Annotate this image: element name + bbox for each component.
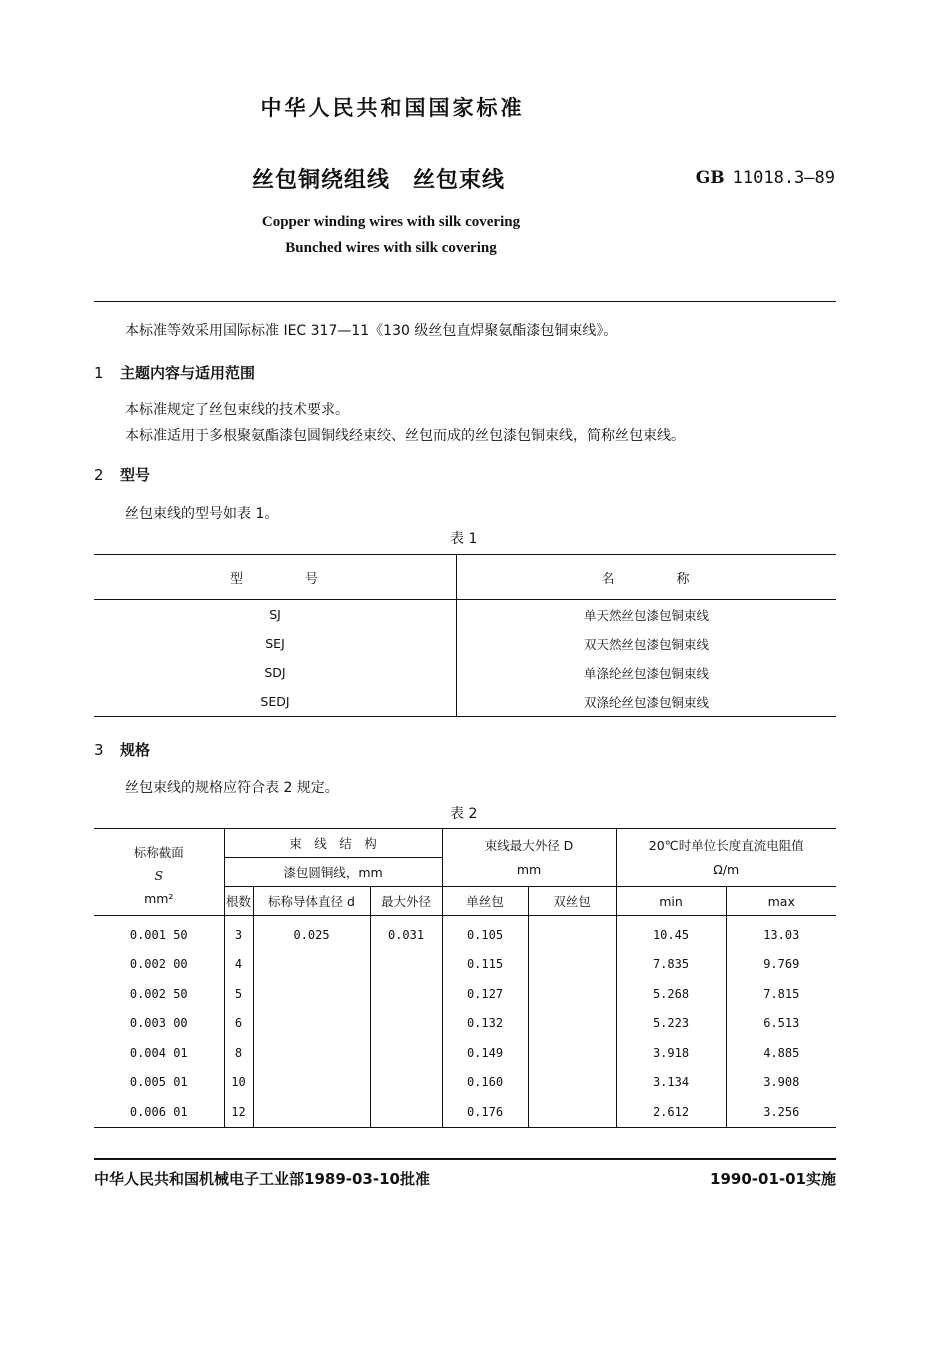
nominal-d-cell [253, 1097, 370, 1127]
standard-prefix: GB [695, 168, 725, 188]
max-od-cell [370, 1038, 442, 1068]
max-od-cell [370, 979, 442, 1009]
name-cell: 双涤纶丝包漆包铜束线 [583, 694, 709, 710]
section-2-title: 型号 [120, 466, 151, 484]
count-cell: 4 [224, 950, 253, 980]
section-3-title: 规格 [120, 741, 151, 759]
section-1-para-1: 本标准规定了丝包束线的技术要求。 [125, 402, 349, 418]
effective-date: 1990-01-01实施 [710, 1170, 836, 1188]
area-header-symbol: S [154, 868, 164, 883]
org-title: 中华人民共和国国家标准 [260, 96, 525, 120]
english-title-1: Copper winding wires with silk covering [261, 214, 521, 230]
table-row [94, 600, 836, 630]
nominal-diameter-header: 标称导体直径 d [253, 887, 370, 916]
standard-number [696, 168, 835, 188]
max-cell: 6.513 [763, 1016, 800, 1031]
max-cell: 13.03 [763, 927, 800, 942]
max-od-cell [370, 1068, 442, 1098]
nominal-d-cell [253, 1068, 370, 1098]
table-row [94, 1097, 836, 1127]
standard-code: 11018.3—89 [732, 168, 835, 188]
model-cell: SDJ [94, 658, 457, 687]
model-cell: SEJ [94, 629, 457, 658]
name-cell: 单涤纶丝包漆包铜束线 [583, 665, 709, 681]
nominal-d-cell [253, 950, 370, 980]
table-row [94, 979, 836, 1009]
single-cell: 0.105 [442, 916, 528, 950]
min-header: min [616, 887, 726, 916]
header-divider [94, 301, 836, 302]
section-3-heading [94, 739, 150, 760]
single-cell: 0.132 [442, 1009, 528, 1039]
structure-header: 束 线 结 构 [224, 829, 442, 858]
name-cell: 双天然丝包漆包铜束线 [583, 636, 709, 652]
single-cell: 0.115 [442, 950, 528, 980]
bundle-od-header [442, 829, 616, 887]
double-cell [528, 979, 616, 1009]
table-row [94, 629, 836, 658]
max-od-header: 最大外径 [370, 887, 442, 916]
max-od-cell: 0.031 [370, 916, 442, 950]
english-title-2: Bunched wires with silk covering [285, 240, 497, 256]
table-2 [94, 828, 836, 1128]
section-1-heading [94, 362, 255, 383]
max-od-cell [370, 1009, 442, 1039]
structure-subheader: 漆包圆铜线，mm [224, 858, 442, 887]
table-2-caption: 表 2 [450, 806, 478, 822]
table-1-header-name: 名 称 [457, 555, 837, 600]
area-cell: 0.004 01 [94, 1038, 224, 1068]
section-2-para: 丝包束线的型号如表 1。 [125, 506, 279, 522]
min-cell: 5.268 [616, 979, 726, 1009]
bundle-od-label: 束线最大外径 D [484, 837, 574, 853]
max-cell: 7.815 [763, 986, 800, 1001]
max-cell: 9.769 [763, 957, 800, 972]
section-2-heading [94, 464, 150, 485]
area-cell: 0.005 01 [94, 1068, 224, 1098]
max-od-cell [370, 1097, 442, 1127]
intro-paragraph: 本标准等效采用国际标准 IEC 317—11《130 级丝包直焊聚氨酯漆包铜束线》。 [125, 323, 618, 339]
area-header [94, 829, 224, 916]
count-header: 根数 [224, 887, 253, 916]
single-silk-header: 单丝包 [442, 887, 528, 916]
section-1-title: 主题内容与适用范围 [120, 364, 256, 382]
double-cell [528, 1009, 616, 1039]
document-title: 丝包铜绕组线 丝包束线 [252, 168, 506, 193]
max-header: max [726, 887, 836, 916]
table-row [94, 1009, 836, 1039]
area-cell: 0.002 00 [94, 950, 224, 980]
table-row [94, 687, 836, 717]
double-cell [528, 950, 616, 980]
table-1-header-model: 型 号 [94, 555, 457, 600]
count-cell: 10 [224, 1068, 253, 1098]
single-cell: 0.160 [442, 1068, 528, 1098]
double-cell [528, 1097, 616, 1127]
min-cell: 5.223 [616, 1009, 726, 1039]
single-cell: 0.176 [442, 1097, 528, 1127]
table-row [94, 1038, 836, 1068]
max-cell: 3.908 [763, 1075, 800, 1090]
count-cell: 6 [224, 1009, 253, 1039]
count-cell: 5 [224, 979, 253, 1009]
approval-line: 中华人民共和国机械电子工业部1989-03-10批准 [94, 1170, 430, 1188]
model-cell: SEDJ [94, 687, 457, 717]
name-cell: 单天然丝包漆包铜束线 [583, 607, 709, 623]
max-cell: 4.885 [763, 1045, 800, 1060]
nominal-d-cell [253, 979, 370, 1009]
table-row [94, 658, 836, 687]
section-1-number: 1 [94, 364, 104, 382]
count-cell: 12 [224, 1097, 253, 1127]
section-2-number: 2 [94, 466, 104, 484]
table-row [94, 1068, 836, 1098]
min-cell: 7.835 [616, 950, 726, 980]
area-cell: 0.002 50 [94, 979, 224, 1009]
resistance-header [616, 829, 836, 887]
footer-divider [94, 1158, 836, 1160]
section-3-para: 丝包束线的规格应符合表 2 规定。 [125, 780, 339, 796]
single-cell: 0.149 [442, 1038, 528, 1068]
double-cell [528, 1068, 616, 1098]
single-cell: 0.127 [442, 979, 528, 1009]
table-1 [94, 554, 836, 717]
max-od-cell [370, 950, 442, 980]
area-cell: 0.001 50 [94, 916, 224, 950]
min-cell: 2.612 [616, 1097, 726, 1127]
table-row [94, 916, 836, 950]
model-cell: SJ [94, 600, 457, 630]
table-1-caption: 表 1 [450, 531, 478, 547]
nominal-d-cell [253, 1038, 370, 1068]
table-row [94, 950, 836, 980]
min-cell: 3.918 [616, 1038, 726, 1068]
count-cell: 8 [224, 1038, 253, 1068]
count-cell: 3 [224, 916, 253, 950]
double-silk-header: 双丝包 [528, 887, 616, 916]
resistance-label: 20℃时单位长度直流电阻值 [648, 837, 804, 853]
nominal-d-cell: 0.025 [253, 916, 370, 950]
area-cell: 0.006 01 [94, 1097, 224, 1127]
section-3-number: 3 [94, 741, 104, 759]
section-1-para-2: 本标准适用于多根聚氨酯漆包圆铜线经束绞、丝包而成的丝包漆包铜束线，简称丝包束线。 [125, 428, 685, 444]
double-cell [528, 1038, 616, 1068]
nominal-d-cell [253, 1009, 370, 1039]
bundle-od-unit: mm [516, 861, 542, 877]
max-cell: 3.256 [763, 1104, 800, 1119]
resistance-unit: Ω/m [713, 861, 740, 877]
area-header-unit: mm² [144, 891, 174, 906]
double-cell [528, 916, 616, 950]
area-cell: 0.003 00 [94, 1009, 224, 1039]
min-cell: 10.45 [616, 916, 726, 950]
area-header-label: 标称截面 [133, 845, 184, 860]
min-cell: 3.134 [616, 1068, 726, 1098]
